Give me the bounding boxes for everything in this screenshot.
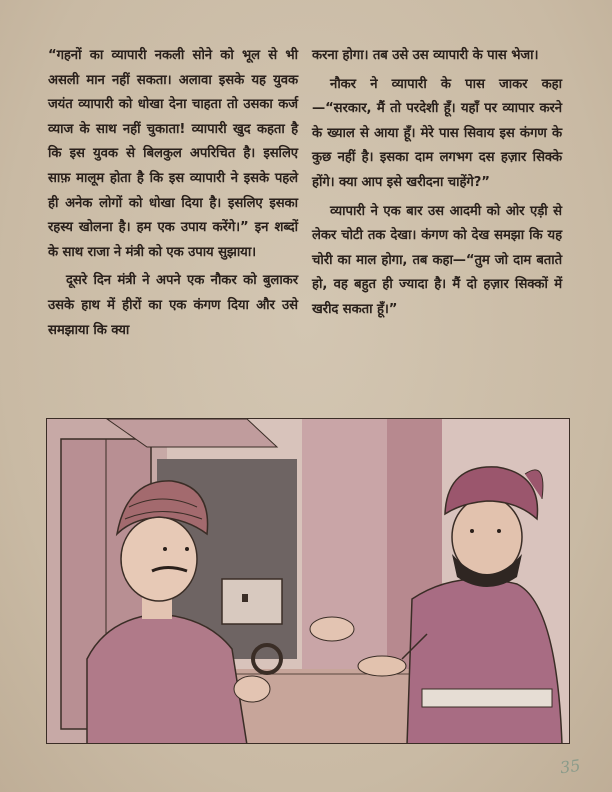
- story-illustration: [46, 418, 570, 744]
- paragraph: करना होगा। तब उसे उस व्यापारी के पास भेजा।: [312, 48, 539, 63]
- text-column-right: [312, 44, 562, 327]
- merchant-and-servant-scene: [47, 419, 570, 744]
- text-column-left: [48, 44, 298, 347]
- paragraph: “गहनों का व्यापारी नकली सोने को भूल से भी असली मान नहीं सकता। अलावा इसके यह युवक जयंत व्यापारी को धोखा देना चाहता तो उसका कर्ज व्याज के साथ नहीं चुकाता! व्यापारी खुद कहता है कि इस युवक से बिलकुल अपरिचित है। इसलिए साफ़ मालूम होता है कि इस व्यापारी ने इसके पहले ही अनेक लोगों को धोखा दिया है। इसलिए इसका रहस्य खोलना है। हम एक उपाय करेंगे।” इन शब्दों के साथ राजा ने मंत्री को एक उपाय सुझाया।: [48, 48, 298, 260]
- page-number: 35: [558, 755, 582, 778]
- paragraph: व्यापारी ने एक बार उस आदमी को ओर एड़ी से लेकर चोटी तक देखा। कंगण को देख समझा कि यह चोरी का माल होगा, तब कहा—“तुम जो दाम बताते हो, वह बहुत ही ज्यादा है। मैं दो हज़ार सिक्कों में खरीद सकता हूँ।”: [312, 203, 562, 317]
- paragraph: नौकर ने व्यापारी के पास जाकर कहा—“सरकार, मैं तो परदेशी हूँ। यहाँ पर व्यापार करने के ख्याल से आया हूँ। मेरे पास सिवाय इस कंगण के कुछ नहीं है। इसका दाम लगभग दस हज़ार सिक्के होंगे। क्या आप इसे खरीदना चाहेंगे?”: [312, 76, 562, 190]
- paragraph: दूसरे दिन मंत्री ने अपने एक नौकर को बुलाकर उसके हाथ में हीरों का एक कंगण दिया और उसे समझाया कि क्या: [48, 273, 298, 338]
